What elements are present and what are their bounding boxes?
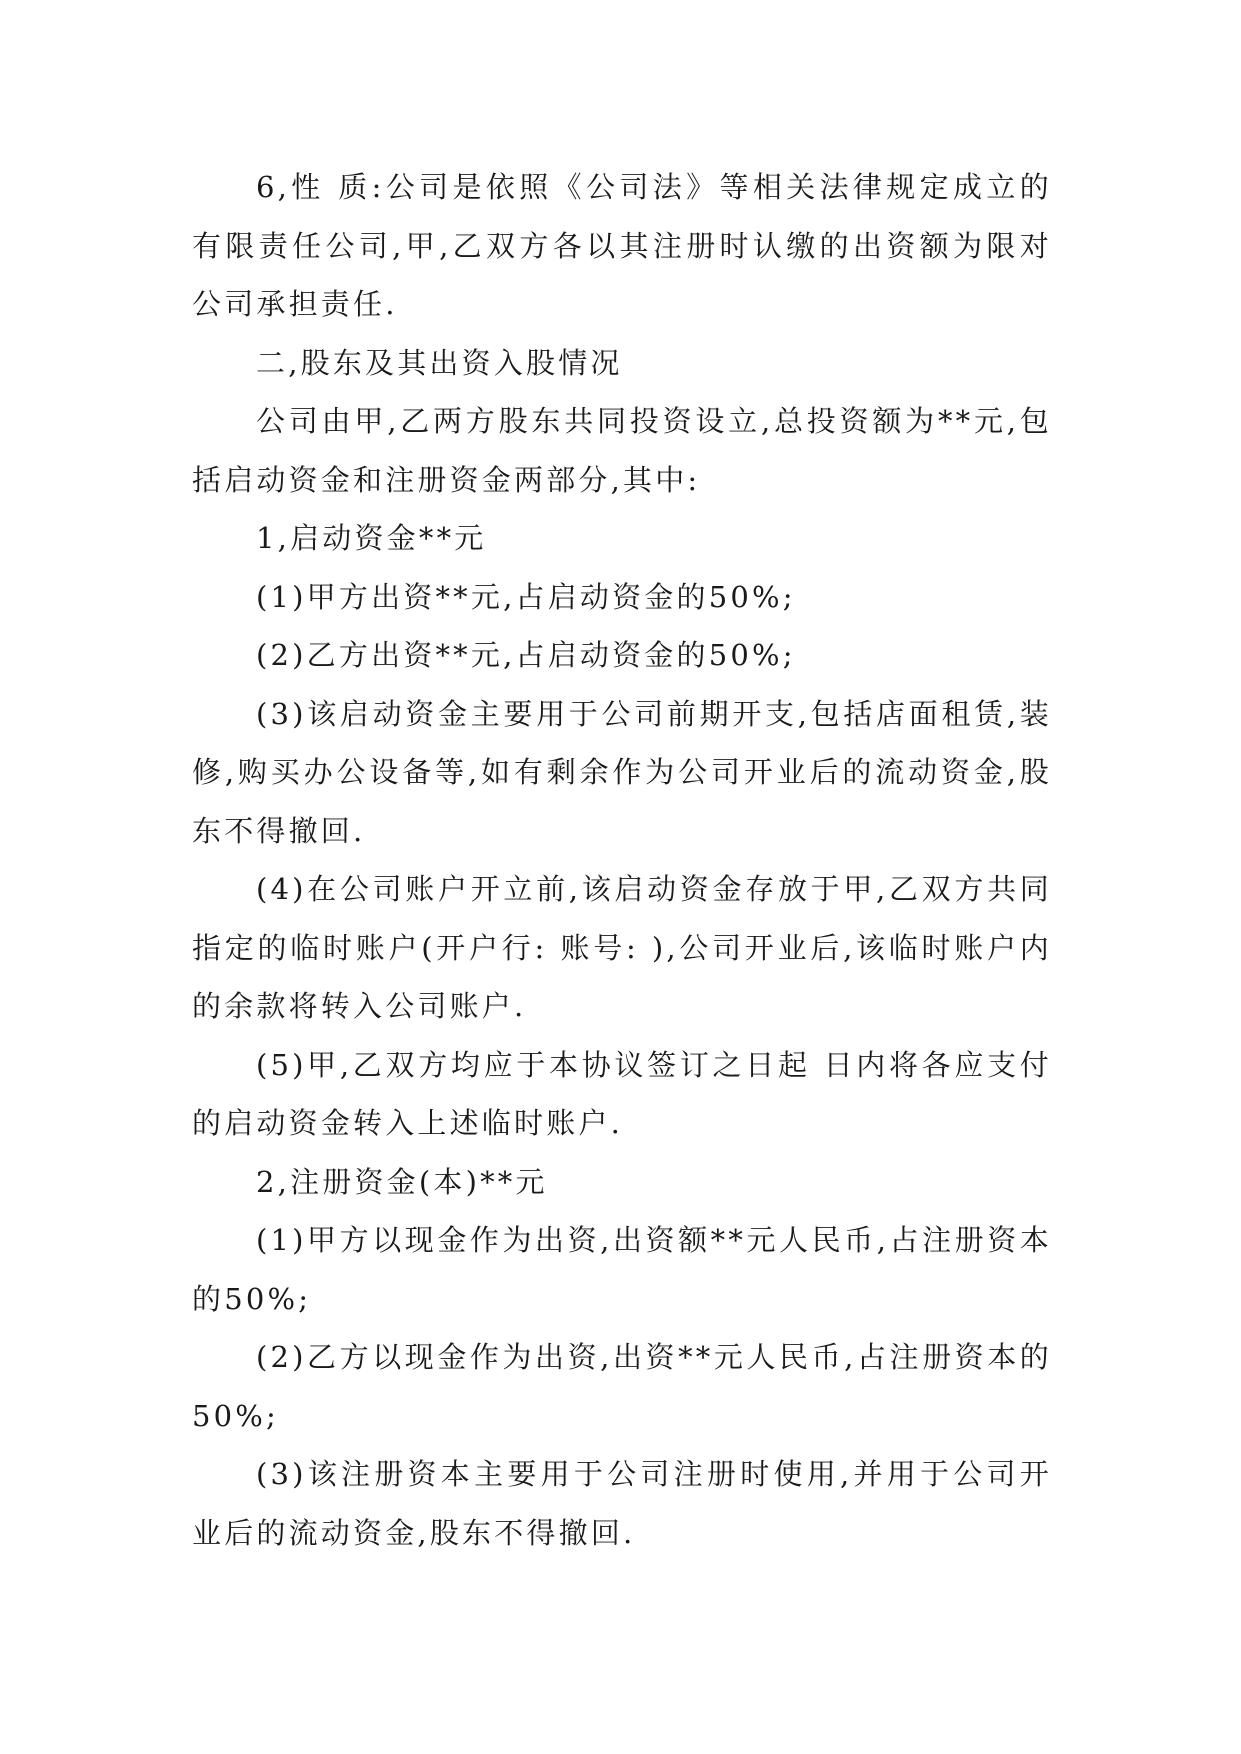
subheading-startup-capital: 1,启动资金**元 bbox=[256, 521, 487, 555]
section-heading-shareholders: 二,股东及其出资入股情况 bbox=[256, 345, 623, 380]
paragraph-startup-party-a: (1)甲方出资**元,占启动资金的50%; bbox=[256, 579, 796, 614]
document-body bbox=[192, 158, 1052, 1562]
paragraph-startup-usage: (3)该启动资金主要用于公司前期开支,包括店面租赁,装修,购买办公设备等,如有剩余作为公司开业后的流动资金,股东不得撤回. bbox=[192, 696, 1052, 848]
paragraph-registered-party-b: (2)乙方以现金作为出资,出资**元人民币,占注册资本的50%; bbox=[192, 1340, 1052, 1433]
paragraph-temporary-account: (4)在公司账户开立前,该启动资金存放于甲,乙双方共同指定的临时账户(开户行: 账号: ),公司开业后,该临时账户内的余款将转入公司账户. bbox=[192, 872, 1052, 1023]
paragraph-nature: 6,性 质:公司是依照《公司法》等相关法律规定成立的有限责任公司,甲,乙双方各以其注册时认缴的出资额为限对公司承担责任. bbox=[192, 170, 1052, 321]
paragraph-total-investment: 公司由甲,乙两方股东共同投资设立,总投资额为**元,包括启动资金和注册资金两部分,其中: bbox=[192, 404, 1052, 497]
paragraph-registered-usage: (3)该注册资本主要用于公司注册时使用,并用于公司开业后的流动资金,股东不得撤回. bbox=[192, 1457, 1052, 1550]
subheading-registered-capital: 2,注册资金(本)**元 bbox=[256, 1164, 548, 1199]
paragraph-registered-party-a: (1)甲方以现金作为出资,出资额**元人民币,占注册资本的50%; bbox=[192, 1223, 1052, 1316]
paragraph-startup-party-b: (2)乙方出资**元,占启动资金的50%; bbox=[256, 638, 796, 672]
paragraph-transfer-deadline: (5)甲,乙双方均应于本协议签订之日起 日内将各应支付的启动资金转入上述临时账户. bbox=[192, 1047, 1052, 1140]
